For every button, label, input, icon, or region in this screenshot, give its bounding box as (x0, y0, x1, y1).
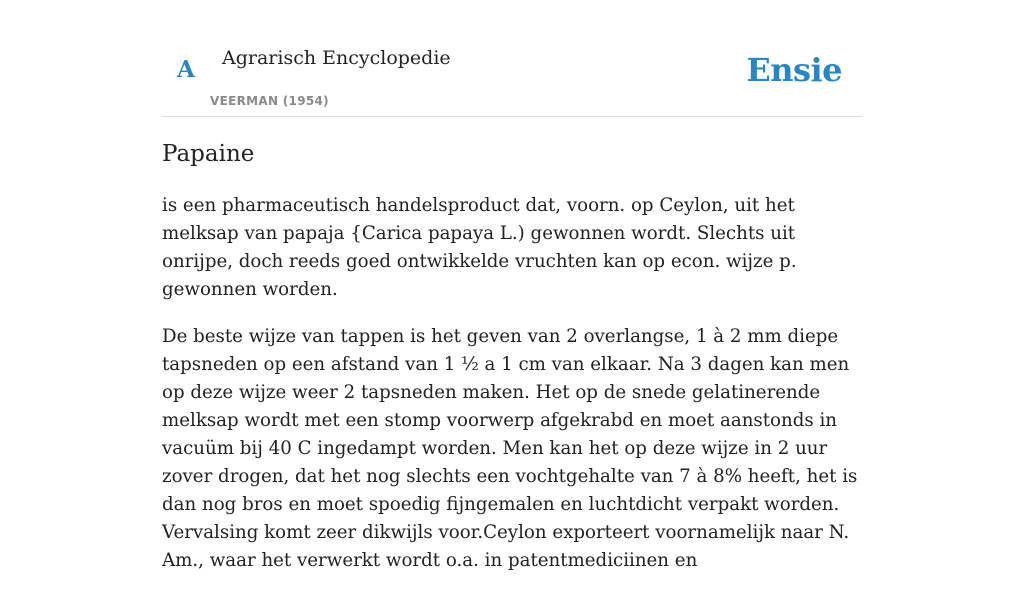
article-paragraph: is een pharmaceutisch handelsproduct dat, voorn. op Ceylon, uit het melksap van papaja {Carica papaya L.) gewonnen wordt. Slechts uit onrijpe, doch reeds goed ontwikkelde vruchten kan op econ. wijze p. gewonnen worden. (162, 195, 797, 300)
ensie-logo[interactable]: Ensie (746, 51, 842, 89)
encyclopedia-title-link[interactable]: Agrarisch Encyclopedie (222, 47, 451, 69)
article-paragraph: De beste wijze van tappen is het geven van 2 overlangse, 1 à 2 mm diepe tapsneden op een afstand van 1 ½ a 1 cm van elkaar. Na 3 dagen kan men op deze wijze weer 2 tapsneden maken. Het op de snede gelatinerende melksap wordt met een stomp voorwerp afgekrabd en moet aanstonds in vacuüm bij 40 C ingedampt worden. Men kan het op deze wijze in 2 uur zover drogen, dat het nog slechts een vochtgehalte van 7 à 8% heeft, het is dan nog bros en moet spoedig fijngemalen en luchtdicht verpakt worden. Vervalsing komt zeer dikwijls voor.Ceylon exporteert voornamelijk naar N. Am., waar het verwerkt wordt o.a. in patentmediciinen en (162, 326, 858, 571)
source-label: VEERMAN (1954) (210, 94, 329, 108)
article-title: Papaine (162, 141, 255, 167)
index-letter-link[interactable]: A (177, 56, 195, 83)
article-body (162, 192, 868, 594)
header (162, 0, 862, 117)
